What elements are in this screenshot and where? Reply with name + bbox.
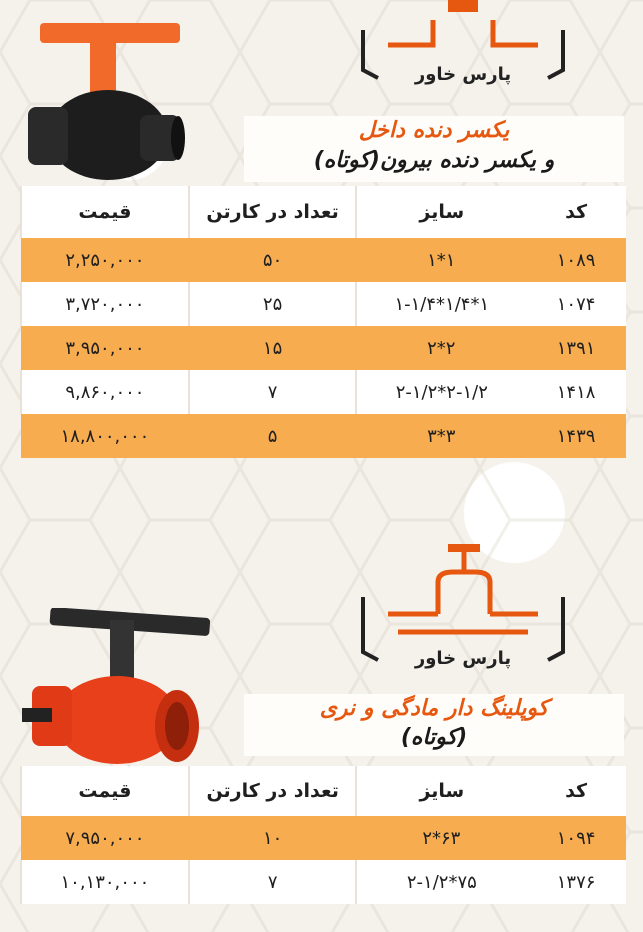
cell-size: ۳*۳ (356, 414, 526, 458)
cell-code: ۱۴۳۹ (526, 414, 626, 458)
table-row (21, 282, 626, 326)
table-row (21, 414, 626, 458)
price-table-2 (20, 766, 626, 904)
cell-count: ۱۰ (189, 816, 357, 860)
pars-khavar-logo (358, 0, 568, 90)
cell-size: ۷۵*۲-۱/۲ (356, 860, 526, 904)
header-price: قیمت (21, 766, 189, 816)
title-line-2: و یکسر دنده بیرون(کوتاه) (313, 148, 555, 173)
cell-count: ۷ (189, 860, 357, 904)
cell-price: ۹,۸۶۰,۰۰۰ (21, 370, 189, 414)
table-row (21, 326, 626, 370)
title-line-1: یکسر دنده داخل (358, 118, 510, 143)
cell-price: ۳,۷۲۰,۰۰۰ (21, 282, 189, 326)
cell-count: ۲۵ (189, 282, 357, 326)
cell-price: ۱۰,۱۳۰,۰۰۰ (21, 860, 189, 904)
cell-size: ۶۳*۲ (356, 816, 526, 860)
table-row (21, 238, 626, 282)
cell-price: ۷,۹۵۰,۰۰۰ (21, 816, 189, 860)
price-table-1 (20, 186, 626, 458)
title-line-1: کوپلینگ دار مادگی و نری (319, 696, 549, 721)
header-size: سایز (356, 186, 526, 238)
cell-code: ۱۰۷۴ (526, 282, 626, 326)
title-line-2: (کوتاه) (400, 725, 468, 750)
cell-code: ۱۳۷۶ (526, 860, 626, 904)
black-ball-valve-image (28, 15, 188, 185)
pars-khavar-logo (358, 542, 568, 672)
table-row (21, 860, 626, 904)
table-row (21, 370, 626, 414)
header-count: تعداد در کارتن (189, 186, 357, 238)
logo-text: پارس خاور (414, 648, 512, 669)
cell-count: ۵۰ (189, 238, 357, 282)
cell-count: ۷ (189, 370, 357, 414)
cell-code: ۱۳۹۱ (526, 326, 626, 370)
header-count: تعداد در کارتن (189, 766, 357, 816)
cell-size: ۲-۱/۲*۲-۱/۲ (356, 370, 526, 414)
header-code: کد (526, 186, 626, 238)
cell-size: ۲*۲ (356, 326, 526, 370)
cell-size: ۱*۱/۴*۱-۱/۴ (356, 282, 526, 326)
cell-code: ۱۰۹۴ (526, 816, 626, 860)
cell-price: ۳,۹۵۰,۰۰۰ (21, 326, 189, 370)
cell-count: ۵ (189, 414, 357, 458)
cell-price: ۱۸,۸۰۰,۰۰۰ (21, 414, 189, 458)
cell-code: ۱۴۱۸ (526, 370, 626, 414)
section-2-title (244, 694, 624, 756)
cell-size: ۱*۱ (356, 238, 526, 282)
orange-coupling-valve-image (22, 608, 212, 773)
table-row (21, 816, 626, 860)
cell-price: ۲,۲۵۰,۰۰۰ (21, 238, 189, 282)
cell-code: ۱۰۸۹ (526, 238, 626, 282)
logo-text: پارس خاور (414, 64, 512, 85)
section-1-title (244, 116, 624, 182)
header-price: قیمت (21, 186, 189, 238)
header-size: سایز (356, 766, 526, 816)
header-code: کد (526, 766, 626, 816)
cell-count: ۱۵ (189, 326, 357, 370)
